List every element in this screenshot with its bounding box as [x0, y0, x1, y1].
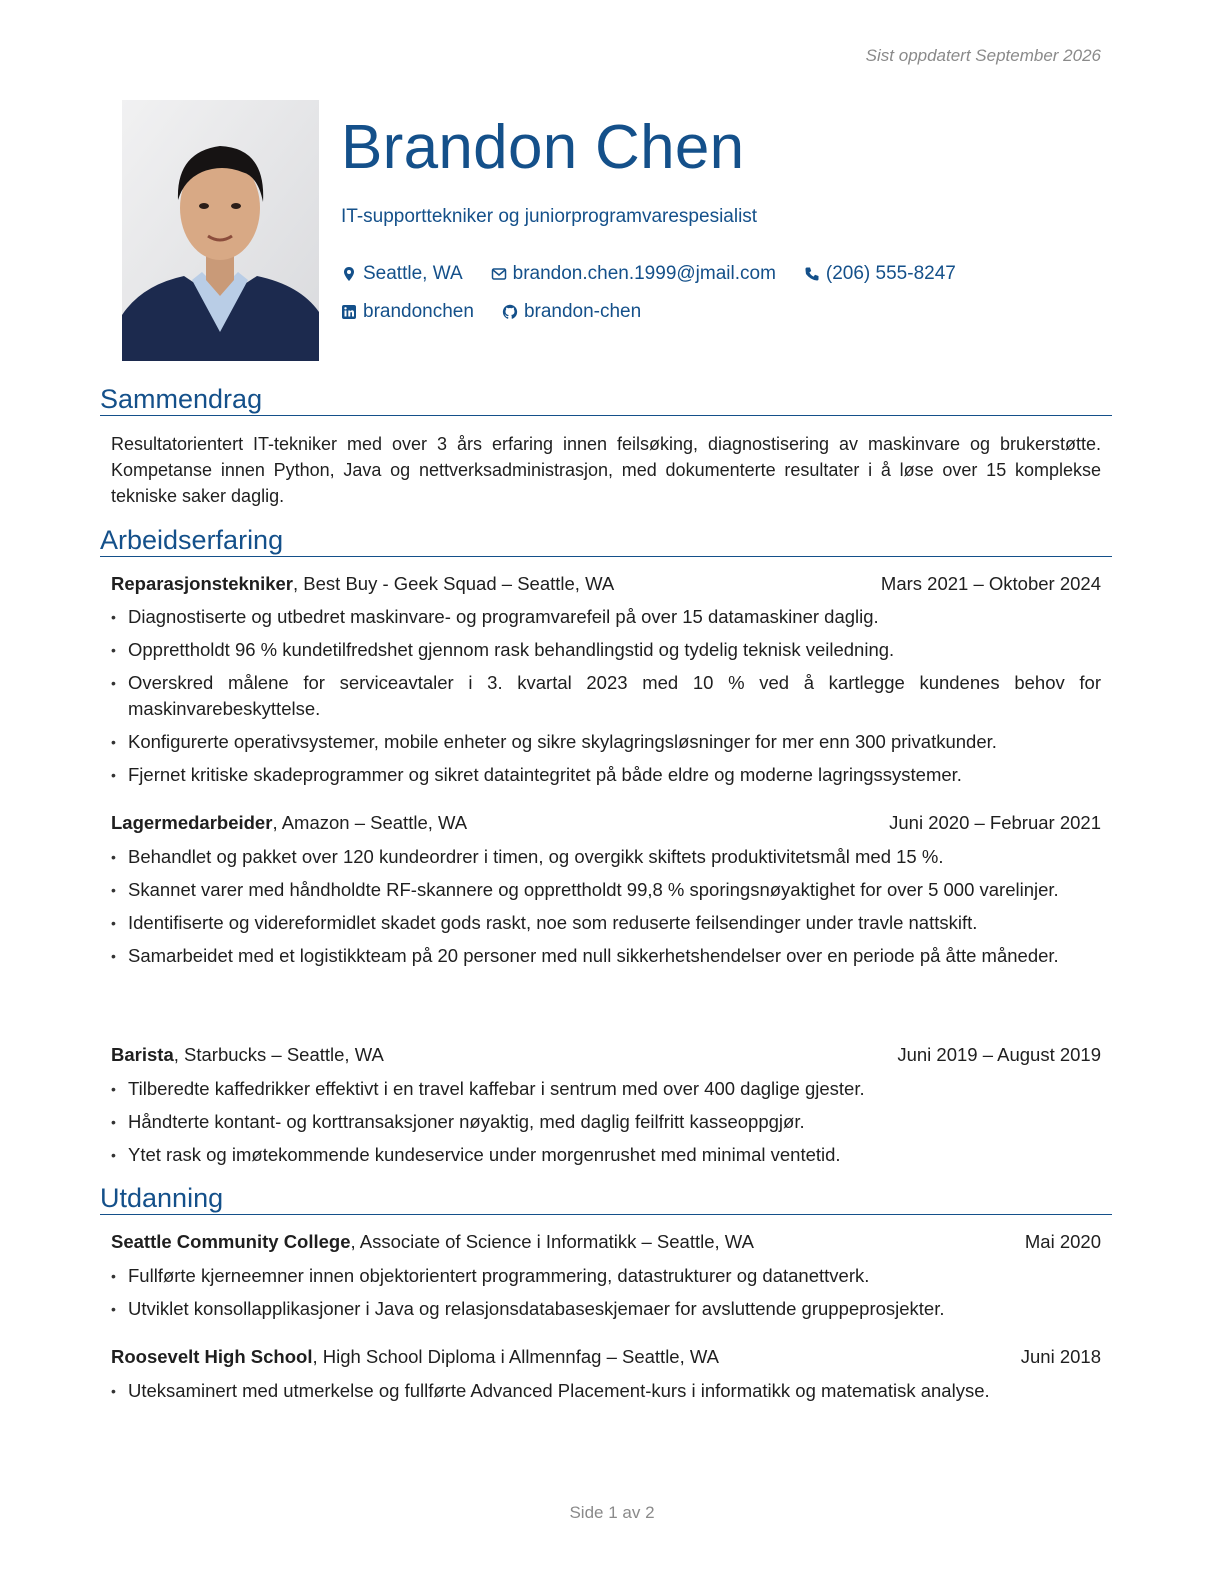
email-icon	[491, 266, 507, 282]
experience-role: Reparasjonstekniker	[111, 573, 294, 594]
contact-location	[341, 263, 463, 285]
list-item: • Utviklet konsollapplikasjoner i Java og relasjonsdatabaseskjemaer for avsluttende gruppeprosjekter.	[111, 1296, 1101, 1322]
education-school-degree	[111, 1346, 719, 1368]
list-item: • Diagnostiserte og utbedret maskinvare- og programvarefeil på over 15 datamaskiner daglig.	[111, 604, 1101, 630]
contact-row-secondary	[341, 301, 669, 323]
education-entry-header	[111, 1231, 1101, 1253]
contact-email-text[interactable]: brandon.chen.1999@jmail.com	[512, 263, 776, 284]
linkedin-icon	[341, 304, 357, 320]
education-degree: , High School Diploma i Allmennfag – Seattle, WA	[312, 1346, 719, 1367]
list-item: • Behandlet og pakket over 120 kundeordrer i timen, og overgikk skiftets produktivitetsmål med 15 %.	[111, 844, 1101, 870]
contact-email[interactable]	[491, 263, 776, 285]
list-item: • Håndterte kontant- og korttransaksjoner nøyaktig, med daglig feilfritt kasseoppgjør.	[111, 1109, 1101, 1135]
education-school: Seattle Community College	[111, 1231, 351, 1252]
experience-entry-header	[111, 573, 1101, 595]
list-item: • Samarbeidet med et logistikkteam på 20 personer med null sikkerhetshendelser over en periode på åtte måneder.	[111, 943, 1101, 969]
education-bullets	[111, 1263, 1101, 1329]
experience-dates: Mars 2021 – Oktober 2024	[880, 573, 1101, 594]
experience-role-org	[111, 812, 467, 834]
page-number: Side 1 av 2	[569, 1503, 655, 1522]
education-school-degree	[111, 1231, 754, 1253]
experience-entry-header	[111, 812, 1101, 834]
education-bullets	[111, 1378, 1101, 1411]
experience-role-org	[111, 1044, 384, 1066]
experience-dates: Juni 2019 – August 2019	[897, 1044, 1101, 1065]
list-item: • Overskred målene for serviceavtaler i 3. kvartal 2023 med 10 % ved å kartlegge kundenes behov for maskinvarebeskyttelse.	[111, 670, 1101, 722]
education-entry-header	[111, 1346, 1101, 1368]
phone-icon	[804, 266, 820, 282]
list-item: • Uteksaminert med utmerkelse og fullførte Advanced Placement-kurs i informatikk og matematisk analyse.	[111, 1378, 1101, 1404]
contact-phone-text[interactable]: (206) 555-8247	[825, 263, 956, 284]
profile-photo	[122, 100, 319, 361]
list-item: • Identifiserte og videreformidlet skadet gods raskt, noe som reduserte feilsendinger under travle nattskift.	[111, 910, 1101, 936]
contact-location-text: Seattle, WA	[363, 263, 463, 284]
education-dates: Mai 2020	[1024, 1231, 1101, 1252]
experience-entry-header	[111, 1044, 1101, 1066]
list-item: • Fjernet kritiske skadeprogrammer og sikret dataintegritet på både eldre og moderne lagringssystemer.	[111, 762, 1101, 788]
candidate-name: Brandon Chen	[341, 113, 745, 182]
experience-org: , Starbucks – Seattle, WA	[173, 1044, 384, 1065]
experience-org: , Amazon – Seattle, WA	[272, 812, 468, 833]
github-icon	[502, 304, 518, 320]
section-title-experience: Arbeidserfaring	[100, 525, 1112, 557]
education-dates: Juni 2018	[1020, 1346, 1101, 1367]
map-marker-icon	[341, 266, 357, 282]
list-item: • Tilberedte kaffedrikker effektivt i en travel kaffebar i sentrum med over 400 daglige gjester.	[111, 1076, 1101, 1102]
section-title-summary: Sammendrag	[100, 384, 1112, 416]
experience-role-org	[111, 573, 614, 595]
education-degree: , Associate of Science i Informatikk – Seattle, WA	[350, 1231, 754, 1252]
list-item: • Konfigurerte operativsystemer, mobile enheter og sikre skylagringsløsninger for mer enn 300 privatkunder.	[111, 729, 1101, 755]
contact-linkedin-text[interactable]: brandonchen	[363, 301, 474, 322]
experience-org: , Best Buy - Geek Squad – Seattle, WA	[293, 573, 615, 594]
list-item: • Opprettholdt 96 % kundetilfredshet gjennom rask behandlingstid og tydelig teknisk veiledning.	[111, 637, 1101, 663]
experience-dates: Juni 2020 – Februar 2021	[889, 812, 1101, 833]
contact-github-text[interactable]: brandon-chen	[523, 301, 642, 322]
list-item: • Ytet rask og imøtekommende kundeservice under morgenrushet med minimal ventetid.	[111, 1142, 1101, 1168]
candidate-headline: IT-supporttekniker og juniorprogramvarespesialist	[341, 206, 758, 227]
list-item: • Fullførte kjerneemner innen objektorientert programmering, datastrukturer og datanettverk.	[111, 1263, 1101, 1289]
list-item: • Skannet varer med håndholdte RF-skannere og opprettholdt 99,8 % sporingsnøyaktighet for over 5 000 varelinjer.	[111, 877, 1101, 903]
experience-role: Lagermedarbeider	[111, 812, 273, 833]
education-school: Roosevelt High School	[111, 1346, 313, 1367]
contact-row-primary	[341, 263, 984, 285]
summary-text: Resultatorientert IT-tekniker med over 3 års erfaring innen feilsøking, diagnostisering av maskinvare og brukerstøtte. Kompetanse innen Python, Java og nettverksadministrasjon, med dokumenterte resultater i å løse over 15 komplekse tekniske saker daglig.	[111, 434, 1101, 506]
section-title-education: Utdanning	[100, 1183, 1112, 1215]
contact-github[interactable]	[502, 301, 641, 323]
contact-phone[interactable]	[804, 263, 956, 285]
experience-role: Barista	[111, 1044, 174, 1065]
experience-bullets	[111, 1076, 1101, 1175]
last-updated: Sist oppdatert September 2026	[865, 46, 1101, 65]
experience-bullets	[111, 844, 1101, 976]
contact-linkedin[interactable]	[341, 301, 474, 323]
portrait-illustration	[122, 100, 319, 361]
experience-bullets	[111, 604, 1101, 795]
